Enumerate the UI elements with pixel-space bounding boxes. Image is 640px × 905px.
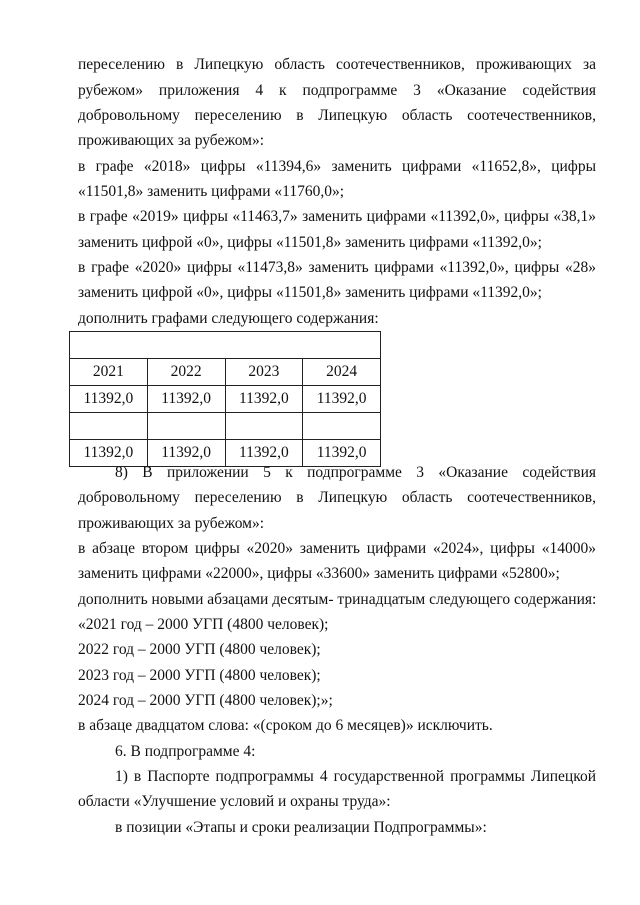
table-cell: 11392,0 [147, 440, 225, 467]
paragraph-line: 2022 год – 2000 УГП (4800 человек); [78, 641, 321, 658]
section-heading: 6. В подпрограмме 4: [115, 743, 256, 760]
paragraph-line: «11501,8» заменить цифрами «11760,0»; [78, 183, 345, 200]
table-cell [70, 332, 381, 359]
table-cell: 11392,0 [303, 386, 381, 413]
paragraph-line: проживающих за рубежом»: [78, 132, 265, 149]
table-cell: 11392,0 [225, 386, 303, 413]
table-cell: 2023 [225, 359, 303, 386]
paragraph-line: добровольному переселению в Липецкую область соотечественников, [78, 107, 596, 124]
paragraph-line: проживающих за рубежом»: [78, 515, 265, 532]
table-cell [147, 413, 225, 440]
paragraph-line: в графе «2019» цифры «11463,7» заменить цифрами «11392,0», цифры «38,1» [78, 208, 596, 225]
table-cell: 2021 [70, 359, 148, 386]
paragraph-line: дополнить новыми абзацами десятым- тринадцатым следующего содержания: [78, 591, 597, 608]
table-cell: 11392,0 [303, 440, 381, 467]
table-cell: 11392,0 [70, 386, 148, 413]
paragraph-line: в позиции «Этапы и сроки реализации Подпрограммы»: [115, 819, 487, 836]
paragraph-line: 2023 год – 2000 УГП (4800 человек); [78, 667, 321, 684]
paragraph-line: дополнить графами следующего содержания: [78, 310, 379, 327]
paragraph-line: заменить цифрой «0», цифры «11501,8» заменить цифрами «11392,0»; [78, 234, 542, 251]
paragraph-line: в абзаце двадцатом слова: «(сроком до 6 месяцев)» исключить. [78, 717, 493, 734]
table-row [70, 359, 381, 386]
paragraph-line: в абзаце втором цифры «2020» заменить цифрами «2024», цифры «14000» [78, 540, 596, 557]
table-cell: 11392,0 [225, 440, 303, 467]
paragraph-line: в графе «2020» цифры «11473,8» заменить цифрами «11392,0», цифры «28» [78, 259, 596, 276]
paragraph-line: добровольному переселению в Липецкую область соотечественников, [78, 489, 596, 506]
paragraph-line: области «Улучшение условий и охраны труда»: [78, 793, 391, 810]
table-cell: 2022 [147, 359, 225, 386]
table-cell [303, 413, 381, 440]
paragraph-line: заменить цифрой «0», цифры «11501,8» заменить цифрами «11392,0»; [78, 284, 542, 301]
table-cell [70, 413, 148, 440]
table-row [70, 386, 381, 413]
paragraph-line: в графе «2018» цифры «11394,6» заменить цифрами «11652,8», цифры [78, 158, 596, 175]
table-cell: 11392,0 [147, 386, 225, 413]
paragraph-line: переселению в Липецкую область соотечественников, проживающих за [78, 56, 596, 73]
paragraph-line: рубежом» приложения 4 к подпрограмме 3 «Оказание содействия [78, 82, 596, 99]
paragraph-line: 2024 год – 2000 УГП (4800 человек);»; [78, 692, 333, 709]
years-table [69, 331, 381, 467]
paragraph-line: заменить цифрами «22000», цифры «33600» заменить цифрами «52800»; [78, 565, 560, 582]
paragraph-line: 1) в Паспорте подпрограммы 4 государственной программы Липецкой [115, 768, 596, 785]
table-row [70, 413, 381, 440]
table-cell: 2024 [303, 359, 381, 386]
paragraph-line: «2021 год – 2000 УГП (4800 человек); [78, 616, 329, 633]
paragraph-line: 8) В приложении 5 к подпрограмме 3 «Оказание содействия [115, 464, 596, 481]
table-cell [225, 413, 303, 440]
table-header-blank-row [70, 332, 381, 359]
table-cell: 11392,0 [70, 440, 148, 467]
